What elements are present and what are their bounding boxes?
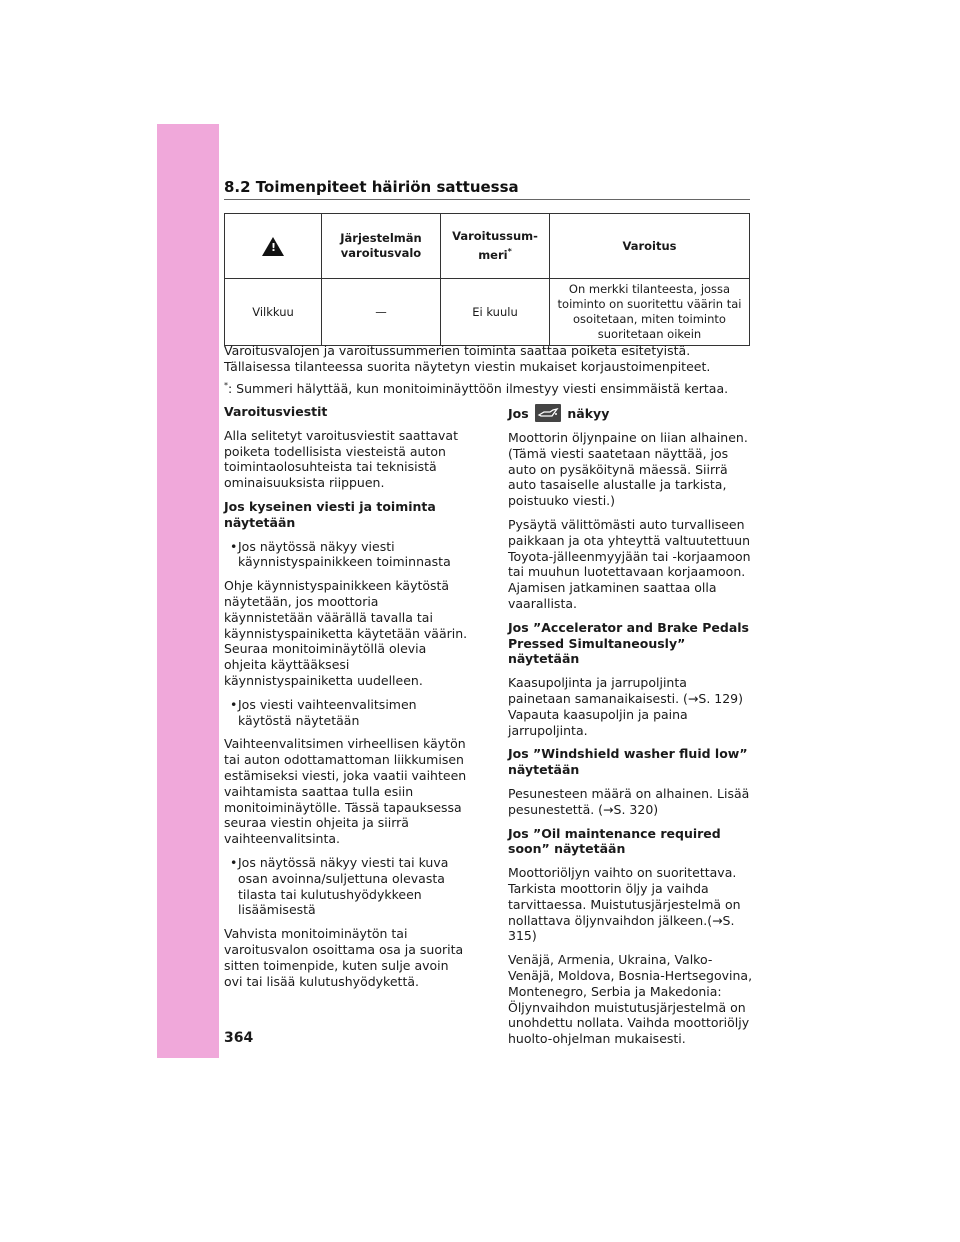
warning-triangle-icon: !: [262, 237, 284, 256]
heading-oil-pressure: Jos näkyy: [508, 406, 610, 421]
header-system-light: Järjestelmän varoitusvalo: [322, 214, 441, 279]
heading-washer-fluid: Jos ”Windshield washer fluid low” näytetään: [508, 746, 748, 778]
paragraph-washer-fluid: Pesunesteen määrä on alhainen. Lisää pesunestettä. (→S. 320): [508, 785, 750, 817]
header-warning: Varoitus: [550, 214, 750, 279]
note-paragraph: Varoitusvalojen ja varoitussummerien toiminta saattaa poiketa esitetyistä. Tällaisessa tilanteessa suorita näytetyn viestin mukaiset korjaustoimenpiteet.: [224, 343, 711, 374]
left-column: [224, 404, 469, 997]
paragraph-oil-pressure-1: Moottorin öljynpaine on liian alhainen. (Tämä viesti saatetaan näyttää, jos auto on pysäköitynä mäessä. Siirrä auto tasaiselle alustalle ja tarkista, poistuuko viesti.): [508, 430, 748, 509]
cell-buzzer: Ei kuulu: [441, 279, 550, 346]
table-header-row: [225, 214, 750, 279]
header-buzzer: Varoitussum- meri*: [441, 214, 550, 279]
page-number: 364: [224, 1030, 254, 1046]
paragraph-start-button: Ohje käynnistyspainikkeen käytöstä näytetään, jos moottoria käynnistetään väärällä tavalla tai käynnistyspainiketta käytetään väärin. Seuraa monitoiminäytöllä olevia ohjeita käyttääksesi käynnistyspainiketta uudelleen.: [224, 578, 468, 688]
bullet-item: •Jos näytössä näkyy viesti käynnistyspainikkeen toiminnasta: [230, 538, 451, 570]
heading-accelerator-brake: Jos ”Accelerator and Brake Pedals Pressed Simultaneously” näytetään: [508, 619, 749, 667]
cell-warning: On merkki tilanteesta, jossa toiminto on suoritettu väärin tai osoitetaan, miten toiminto suoritetaan oikein: [550, 279, 750, 346]
warning-table: [224, 213, 750, 346]
paragraph-oil-maintenance: Moottoriöljyn vaihto on suoritettava. Tarkista moottorin öljy ja vaihda tarvittaessa. Muistutusjärjestelmä on nollattava öljynvaihdon jälkeen.(→S. 315): [508, 865, 741, 944]
heading-message-shown: Jos kyseinen viesti ja toiminta näytetään: [224, 498, 436, 530]
heading-warning-messages: Varoitusviestit: [224, 404, 328, 419]
paragraph-accelerator-brake: Kaasupoljinta ja jarrupoljinta painetaan samanaikaisesti. (→S. 129) Vapauta kaasupoljin ja paina jarrupoljinta.: [508, 675, 744, 738]
paragraph-open-part: Vahvista monitoiminäytön tai varoitusvalon osoittama osa ja suorita sitten toimenpide, kuten sulje avoin ovi tai lisää kulutushyödykettä.: [224, 926, 464, 989]
paragraph-oil-pressure-2: Pysäytä välittömästi auto turvalliseen paikkaan ja ota yhteyttä valtuutettuun Toyota-jälleenmyyjään tai -korjaamoon tai muuhun luotettavaan korjaamoon. Ajamisen jatkaminen saattaa olla vaarallista.: [508, 516, 751, 611]
bullet-item: •Jos viesti vaihteenvalitsimen käytöstä näytetään: [230, 696, 417, 728]
bullet-item: •Jos näytössä näkyy viesti tai kuva osan avoinna/suljettuna olevasta tilasta tai kulutushyödykkeen lisäämisestä: [230, 854, 449, 918]
cell-system-light: —: [322, 279, 441, 346]
title-divider: [224, 199, 750, 200]
cell-light-state: Vilkkuu: [225, 279, 322, 346]
heading-oil-maintenance: Jos ”Oil maintenance required soon” näytetään: [508, 825, 721, 857]
oil-pressure-icon: [535, 404, 561, 422]
table-row: [225, 279, 750, 346]
intro-paragraph: Alla selitetyt varoitusviestit saattavat poiketa todellisista viesteistä auton toimintaolosuhteista tai teknisistä ominaisuuksista riippuen.: [224, 427, 458, 491]
table-icon-cell: [225, 214, 322, 279]
footnote: *: Summeri hälyttää, kun monitoiminäyttöön ilmestyy viesti ensimmäistä kertaa.: [224, 381, 729, 397]
right-column: [508, 404, 753, 1055]
page-side-tab: [157, 124, 219, 1058]
paragraph-countries: Venäjä, Armenia, Ukraina, Valko-Venäjä, Moldova, Bosnia-Hertsegovina, Montenegro, Serbia ja Makedonia: Öljynvaihdon muistutusjärjestelmä on unohdettu nollata. Vaihda moottoriöljy huolto-ohjelman mukaisesti.: [508, 952, 753, 1047]
section-title: 8.2 Toimenpiteet häiriön sattuessa: [224, 178, 519, 196]
paragraph-shift-lever: Vaihteenvalitsimen virheellisen käytön tai auton odottamattoman liikkumisen estämiseksi viesti, joka vaatii vaihteen vaihtamista saattaa tulla esiin monitoiminäytölle. Tässä tapauksessa seuraa viestin ohjeita ja siirrä vaihteenvalitsinta.: [224, 736, 467, 847]
